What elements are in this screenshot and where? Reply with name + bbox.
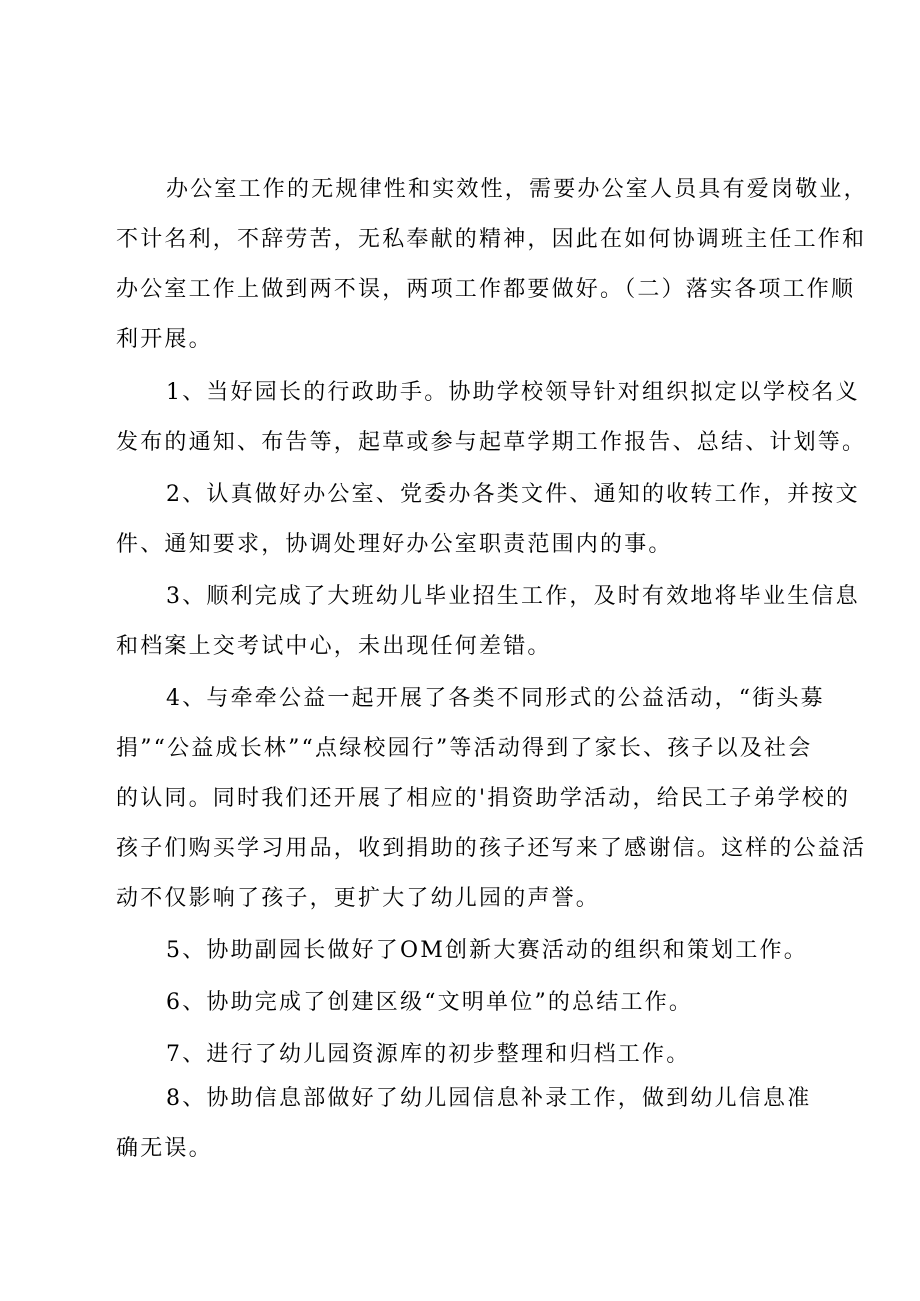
text-line: 1、当好园长的行政助手。协助学校领导针对组织拟定以学校名义 [166, 380, 860, 405]
text-line: 办公室工作上做到两不误，两项工作都要做好。（二）落实各项工作顺 [116, 277, 856, 302]
text-line: 2、认真做好办公室、党委办各类文件、通知的收转工作，并按文 [166, 482, 860, 507]
text-line: 确无误。 [116, 1136, 213, 1161]
text-line: 件、通知要求，协调处理好办公室职责范围内的事。 [116, 532, 673, 557]
text-line: 利开展。 [116, 327, 213, 352]
text-line: 和档案上交考试中心，未出现任何差错。 [116, 634, 552, 659]
text-line: 发布的通知、布告等，起草或参与起草学期工作报告、总结、计划等。 [116, 430, 867, 455]
text-line: 8、协助信息部做好了幼儿园信息补录工作，做到幼儿信息准 [166, 1086, 812, 1111]
text-line: 动不仅影响了孩子，更扩大了幼儿园的声誉。 [116, 886, 601, 911]
text-line: 不计名利，不辞劳苦，无私奉献的精神，因此在如何协调班主任工作和 [116, 227, 867, 252]
text-line: 4、与牵牵公益一起开展了各类不同形式的公益活动，“街头募 [166, 686, 825, 711]
text-line: 7、进行了幼儿园资源库的初步整理和归档工作。 [166, 1042, 691, 1067]
text-line: 办公室工作的无规律性和实效性，需要办公室人员具有爱岗敬业， [166, 177, 868, 202]
text-line: 3、顺利完成了大班幼儿毕业招生工作，及时有效地将毕业生信息 [166, 584, 860, 609]
text-line: 捐”“公益成长林”“点绿校园行”等活动得到了家长、孩子以及社会 [116, 736, 813, 761]
text-line: 6、协助完成了创建区级“文明单位”的总结工作。 [166, 990, 694, 1015]
text-line: 孩子们购买学习用品，收到捐助的孩子还写来了感谢信。这样的公益活 [116, 836, 867, 861]
text-line: 的认同。同时我们还开展了相应的'捐资助学活动，给民工子弟学校的 [116, 786, 851, 811]
text-line: 5、协助副园长做好了OM创新大赛活动的组织和策划工作。 [166, 938, 808, 963]
